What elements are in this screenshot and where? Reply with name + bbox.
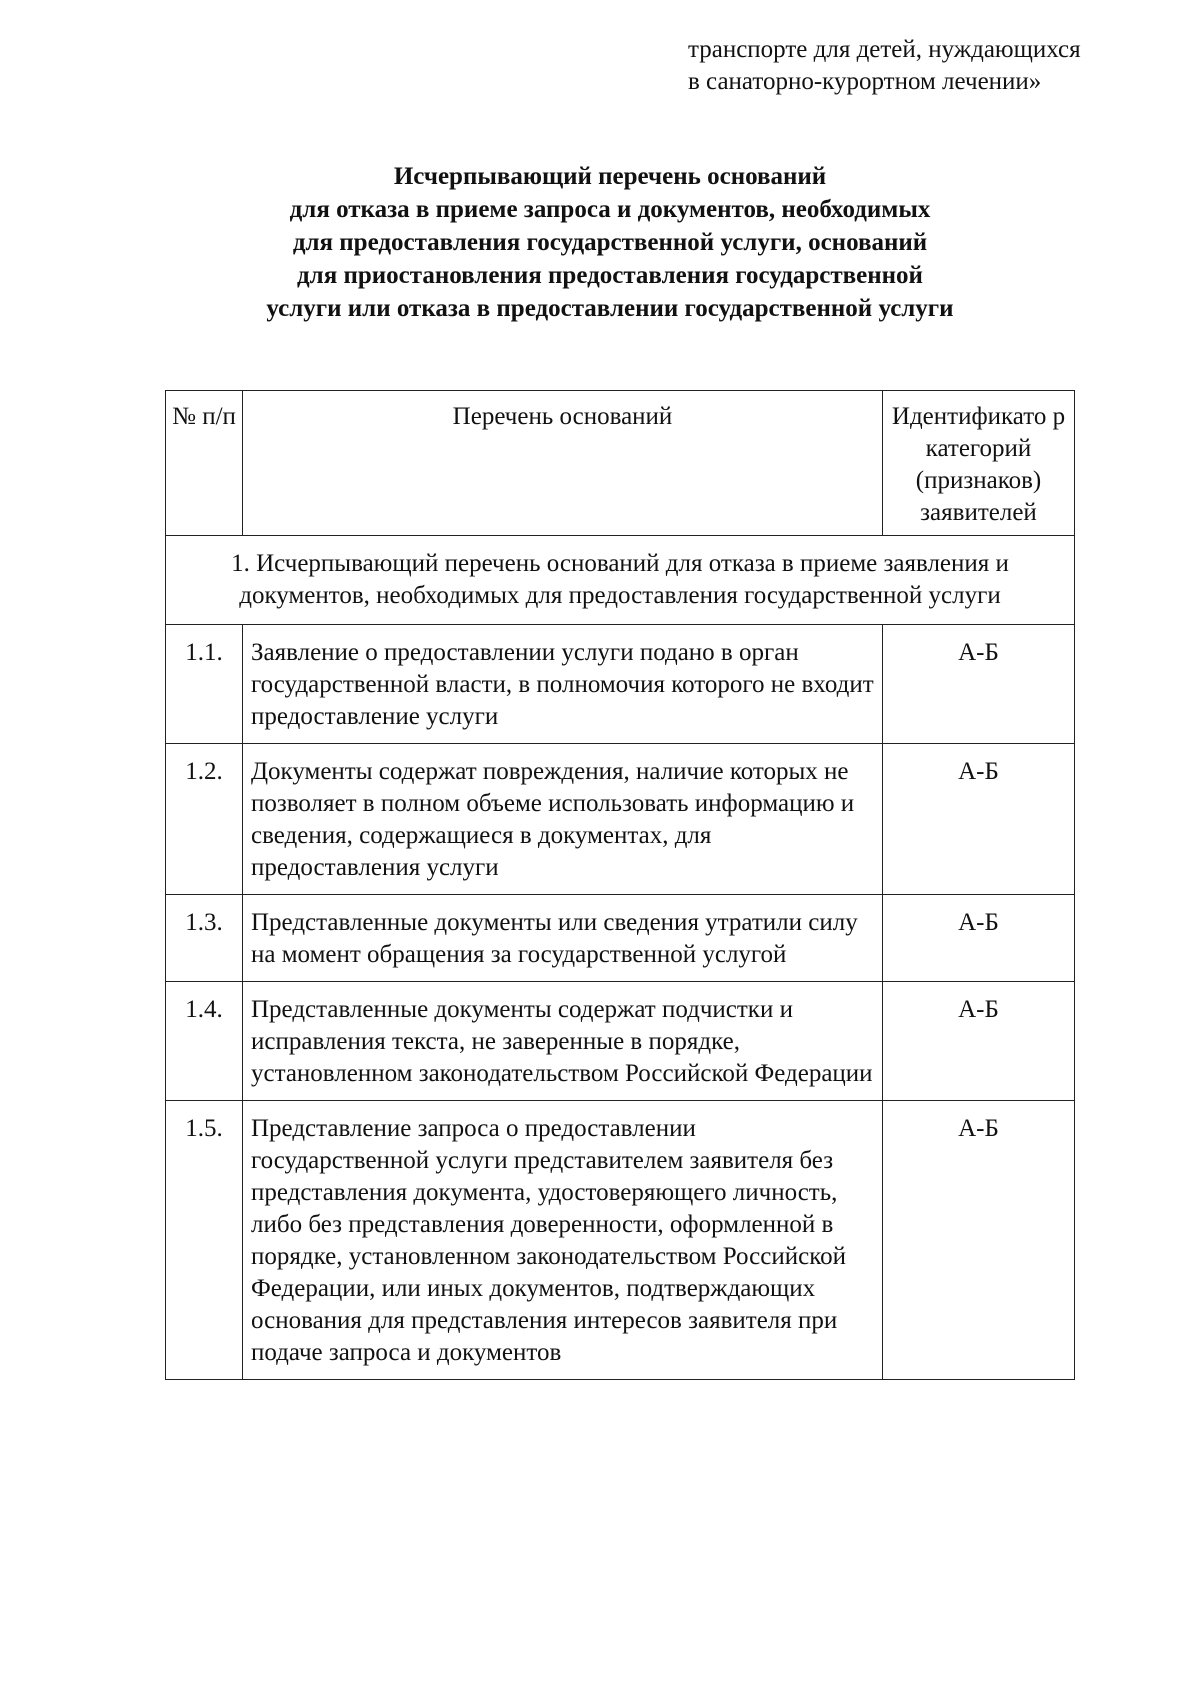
header-category-identifier: Идентификато р категорий (признаков) заявителей — [883, 391, 1075, 536]
row-reason-text: Представленные документы содержат подчистки и исправления текста, не заверенные в порядке, установленном законодательством Российской Федерации — [243, 982, 883, 1101]
row-number: 1.3. — [166, 895, 243, 982]
table-row — [166, 744, 1075, 895]
row-number: 1.5. — [166, 1101, 243, 1380]
header-reasons-list: Перечень оснований — [243, 391, 883, 536]
document-title — [160, 160, 1060, 325]
title-line: для предоставления государственной услуги, оснований — [292, 229, 928, 256]
header-note-line: в санаторно-курортном лечении» — [688, 68, 1042, 95]
row-reason-text: Представленные документы или сведения утратили силу на момент обращения за государственной услугой — [243, 895, 883, 982]
row-number: 1.1. — [166, 625, 243, 744]
section-heading: 1. Исчерпывающий перечень оснований для отказа в приеме заявления и документов, необходимых для предоставления государственной услуги — [166, 536, 1075, 625]
table-row — [166, 895, 1075, 982]
title-line: услуги или отказа в предоставлении государственной услуги — [266, 295, 954, 322]
row-category: А-Б — [883, 982, 1075, 1101]
title-line: для приостановления предоставления государственной — [297, 262, 923, 289]
table-row — [166, 625, 1075, 744]
table-row — [166, 982, 1075, 1101]
row-category: А-Б — [883, 895, 1075, 982]
row-category: А-Б — [883, 744, 1075, 895]
header-note — [688, 34, 1168, 98]
row-reason-text: Документы содержат повреждения, наличие которых не позволяет в полном объеме использовать информацию и сведения, содержащиеся в документах, для предоставления услуги — [243, 744, 883, 895]
title-line: Исчерпывающий перечень оснований — [393, 163, 827, 190]
row-reason-text: Представление запроса о предоставлении государственной услуги представителем заявителя без представления документа, удостоверяющего личность, либо без представления доверенности, оформленной в порядке, установленном законодательством Российской Федерации, или иных документов, подтверждающих основания для представления интересов заявителя при подаче запроса и документов — [243, 1101, 883, 1380]
row-number: 1.2. — [166, 744, 243, 895]
header-note-line: транспорте для детей, нуждающихся — [688, 36, 1081, 63]
row-reason-text: Заявление о предоставлении услуги подано в орган государственной власти, в полномочия которого не входит предоставление услуги — [243, 625, 883, 744]
row-number: 1.4. — [166, 982, 243, 1101]
section-row — [166, 536, 1075, 625]
title-line: для отказа в приеме запроса и документов, необходимых — [289, 196, 931, 223]
row-category: А-Б — [883, 625, 1075, 744]
table-row — [166, 1101, 1075, 1380]
table-header-row — [166, 391, 1075, 536]
reasons-table — [165, 390, 1075, 1380]
row-category: А-Б — [883, 1101, 1075, 1380]
header-number: № п/п — [166, 391, 243, 536]
